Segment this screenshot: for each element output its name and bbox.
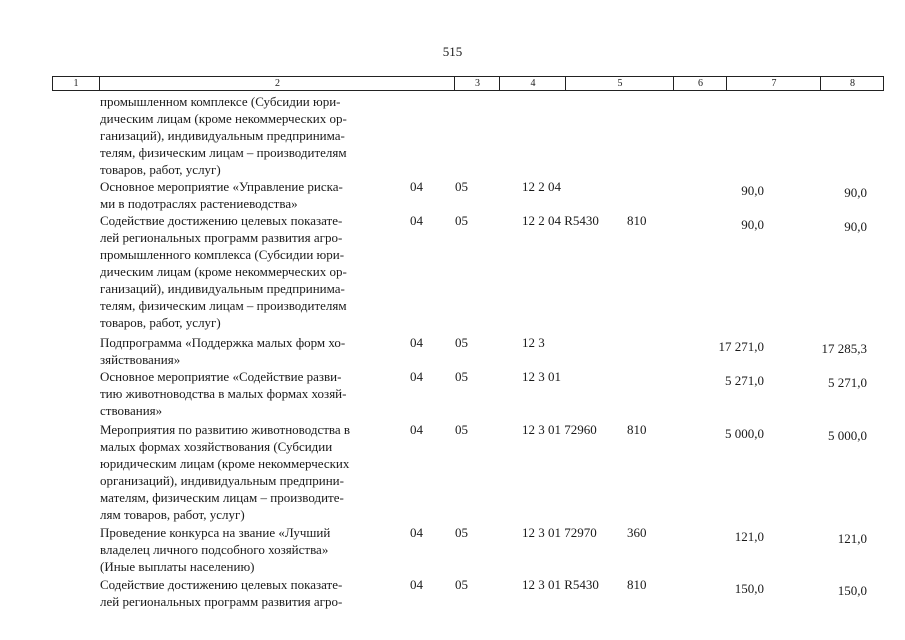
row-code-section: 04 (410, 422, 423, 437)
row-code-subsection: 05 (455, 422, 468, 437)
header-col-4: 4 (499, 77, 566, 90)
header-col-5: 5 (565, 77, 674, 90)
row-description: Содействие достижению целевых показате- лей региональных программ развития агро- промышленного комплекса (Субсидии юри- дическим лицам (кроме некоммерческих ор- ганизаций), индивидуальным предпринима- телям, физическим лицам – производителям товаров, работ, услуг) (100, 213, 347, 330)
row-description: Содействие достижению целевых показате- лей региональных программ развития агро- (100, 577, 343, 609)
row-amount-8: 5 000,0 (828, 428, 867, 443)
row-code-subsection: 05 (455, 525, 468, 540)
row-code-subsection: 05 (455, 335, 468, 350)
row-code-section: 04 (410, 213, 423, 228)
row-target-code: 12 3 (522, 335, 545, 350)
row-amount-8: 17 285,3 (821, 341, 867, 356)
row-amount-7: 17 271,0 (718, 339, 764, 354)
row-code-section: 04 (410, 179, 423, 194)
row-amount-7: 5 271,0 (725, 373, 764, 388)
row-amount-7: 5 000,0 (725, 426, 764, 441)
row-amount-7: 90,0 (741, 183, 764, 198)
row-description: промышленном комплексе (Субсидии юри- дическим лицам (кроме некоммерческих ор- ганизаций), индивидуальным предпринима- телям, физическим лицам – производителям товаров, работ, услуг) (100, 94, 347, 177)
row-expense-type: 360 (627, 525, 647, 540)
row-target-code: 12 3 01 72960 (522, 422, 597, 437)
row-description: Основное мероприятие «Содействие разви- тию животноводства в малых формах хозяй- ствования» (100, 369, 347, 418)
row-amount-7: 150,0 (734, 581, 764, 596)
row-expense-type: 810 (627, 422, 647, 437)
row-description: Подпрограмма «Поддержка малых форм хо- зяйствования» (100, 335, 346, 367)
row-expense-type: 810 (627, 213, 647, 228)
row-target-code: 12 2 04 R5430 (522, 213, 599, 228)
row-amount-7: 90,0 (741, 217, 764, 232)
row-target-code: 12 3 01 72970 (522, 525, 597, 540)
row-amount-8: 150,0 (837, 583, 867, 598)
row-code-subsection: 05 (455, 369, 468, 384)
page-number: 515 (442, 44, 463, 59)
header-col-2: 2 (99, 77, 455, 90)
table-header (52, 76, 884, 91)
row-code-subsection: 05 (455, 577, 468, 592)
header-col-6: 6 (673, 77, 727, 90)
row-amount-8: 121,0 (837, 531, 867, 546)
header-col-3: 3 (454, 77, 500, 90)
row-target-code: 12 3 01 R5430 (522, 577, 599, 592)
row-code-section: 04 (410, 369, 423, 384)
row-target-code: 12 3 01 (522, 369, 561, 384)
row-description: Проведение конкурса на звание «Лучший владелец личного подсобного хозяйства» (Иные выплаты населению) (100, 525, 331, 574)
header-col-1: 1 (73, 78, 79, 89)
row-code-section: 04 (410, 525, 423, 540)
row-expense-type: 810 (627, 577, 647, 592)
header-col-7: 7 (726, 77, 821, 90)
row-code-section: 04 (410, 577, 423, 592)
header-col-8: 8 (820, 77, 884, 90)
row-code-section: 04 (410, 335, 423, 350)
row-target-code: 12 2 04 (522, 179, 561, 194)
row-amount-8: 90,0 (844, 185, 867, 200)
row-amount-8: 5 271,0 (828, 375, 867, 390)
row-code-subsection: 05 (455, 213, 468, 228)
row-code-subsection: 05 (455, 179, 468, 194)
row-amount-8: 90,0 (844, 219, 867, 234)
row-description: Основное мероприятие «Управление риска- ми в подотраслях растениеводства» (100, 179, 343, 211)
row-description: Мероприятия по развитию животноводства в малых формах хозяйствования (Субсидии юридическим лицам (кроме некоммерческих организаций), индивидуальным предприни- мателям, физическим лицам – производите- лям товаров, работ, услуг) (100, 422, 351, 522)
row-amount-7: 121,0 (734, 529, 764, 544)
